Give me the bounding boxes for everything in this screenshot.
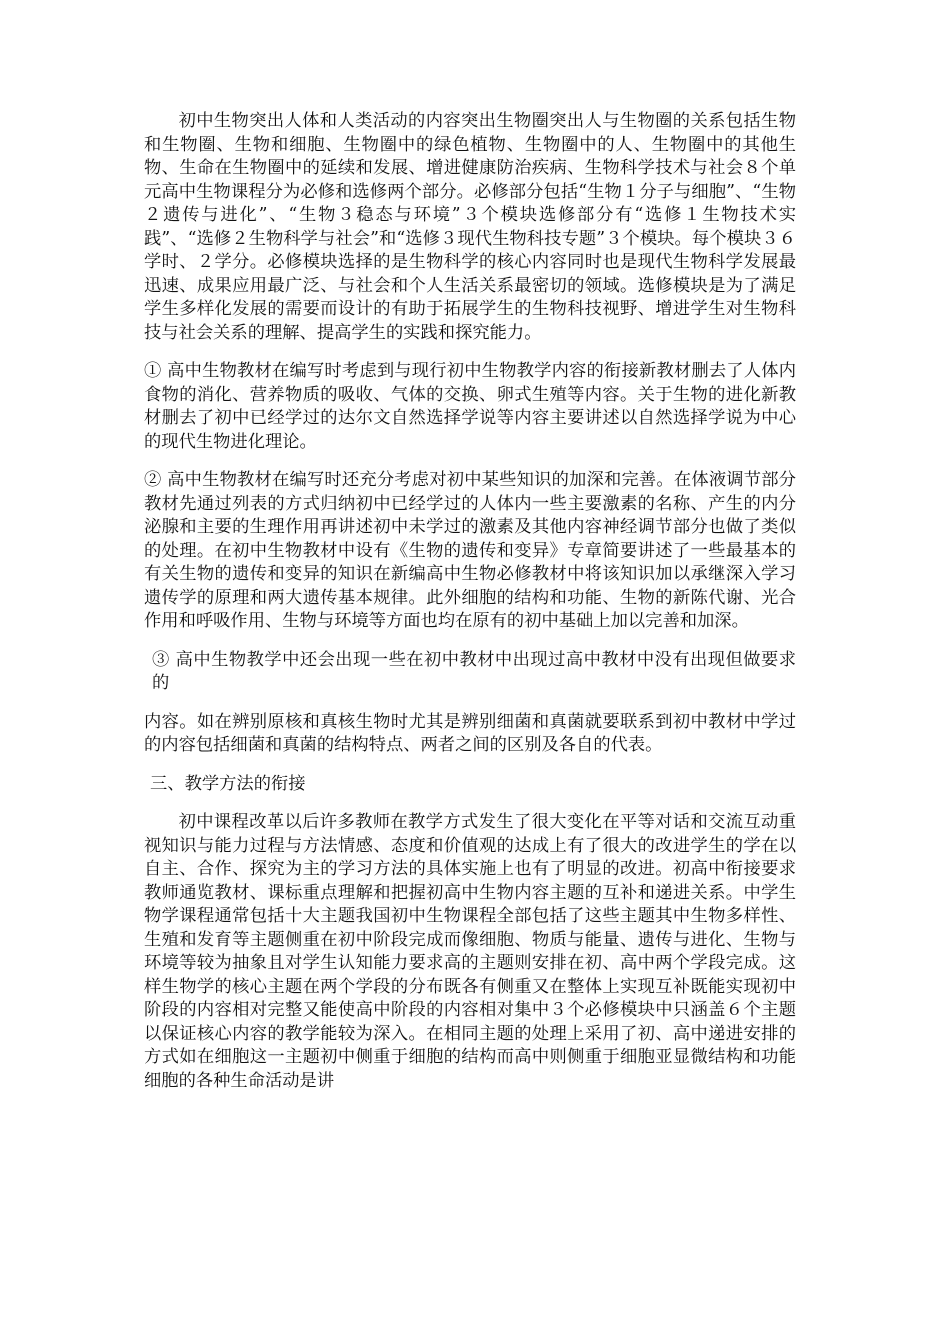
document-page — [144, 110, 796, 1093]
paragraph-item-3: ③ 高中生物教学中还会出现一些在初中教材中出现过高中教材中没有出现但做要求的 — [152, 649, 796, 693]
paragraph-item-1: ① 高中生物教材在编写时考虑到与现行初中生物教学内容的衔接新教材删去了人体内食物的消化、营养物质的吸收、气体的交换、卵式生殖等内容。关于生物的进化新教材删去了初中已经学过的达尔文自然选择学说等内容主要讲述以自然选择学说为中心的现代生物进化理论。 — [144, 361, 796, 452]
paragraph-item-3-continued: 内容。如在辨别原核和真核生物时尤其是辨别细菌和真菌就要联系到初中教材中学过的内容包括细菌和真菌的结构特点、两者之间的区别及各自的代表。 — [144, 711, 796, 755]
section-heading: 三、教学方法的衔接 — [150, 773, 306, 794]
paragraph-teaching-methods: 初中课程改革以后许多教师在教学方式发生了很大变化在平等对话和交流互动重视知识与能力过程与方法情感、态度和价值观的达成上有了很大的改进学生的学在以自主、合作、探究为主的学习方法的具体实施上也有了明显的改进。初高中衔接要求教师通览教材、课标重点理解和把握初高中生物内容主题的互补和递进关系。中学生物学课程通常包括十大主题我国初中生物课程全部包括了这些主题其中生物多样性、生殖和发育等主题侧重在初中阶段完成而像细胞、物质与能量、遗传与进化、生物与环境等较为抽象且对学生认知能力要求高的主题则安排在初、高中两个学段完成。这样生物学的核心主题在两个学段的分布既各有侧重又在整体上实现互补既能实现初中阶段的内容相对完整又能使高中阶段的内容相对集中３个必修模块中只涵盖６个主题以保证核心内容的教学能较为深入。在相同主题的处理上采用了初、高中递进安排的方式如在细胞这一主题初中侧重于细胞的结构而高中则侧重于细胞亚显微结构和功能细胞的各种生命活动是讲 — [144, 812, 796, 1091]
paragraph-intro: 初中生物突出人体和人类活动的内容突出生物圈突出人与生物圈的关系包括生物和生物圈、生物和细胞、生物圈中的绿色植物、生物圈中的人、生物圈中的其他生物、生命在生物圈中的延续和发展、增进健康防治疾病、生物科学技术与社会８个单元高中生物课程分为必修和选修两个部分。必修部分包括“生物１分子与细胞”、“生物２遗传与进化”、“生物３稳态与环境”３个模块选修部分有“选修１生物技术实践”、“选修２生物科学与社会”和“选修３现代生物科技专题”３个模块。每个模块３６学时、２学分。必修模块选择的是生物科学的核心内容同时也是现代生物科学发展最迅速、成果应用最广泛、与社会和个人生活关系最密切的领域。选修模块是为了满足学生多样化发展的需要而设计的有助于拓展学生的生物科技视野、增进学生对生物科技与社会关系的理解、提高学生的实践和探究能力。 — [144, 111, 796, 343]
paragraph-item-2: ② 高中生物教材在编写时还充分考虑对初中某些知识的加深和完善。在体液调节部分教材先通过列表的方式归纳初中已经学过的人体内一些主要激素的名称、产生的内分泌腺和主要的生理作用再讲述初中未学过的激素及其他内容神经调节部分也做了类似的处理。在初中生物教材中设有《生物的遗传和变异》专章简要讲述了一些最基本的有关生物的遗传和变异的知识在新编高中生物必修教材中将该知识加以承继深入学习遗传学的原理和两大遗传基本规律。此外细胞的结构和功能、生物的新陈代谢、光合作用和呼吸作用、生物与环境等方面也均在原有的初中基础上加以完善和加深。 — [144, 470, 796, 631]
